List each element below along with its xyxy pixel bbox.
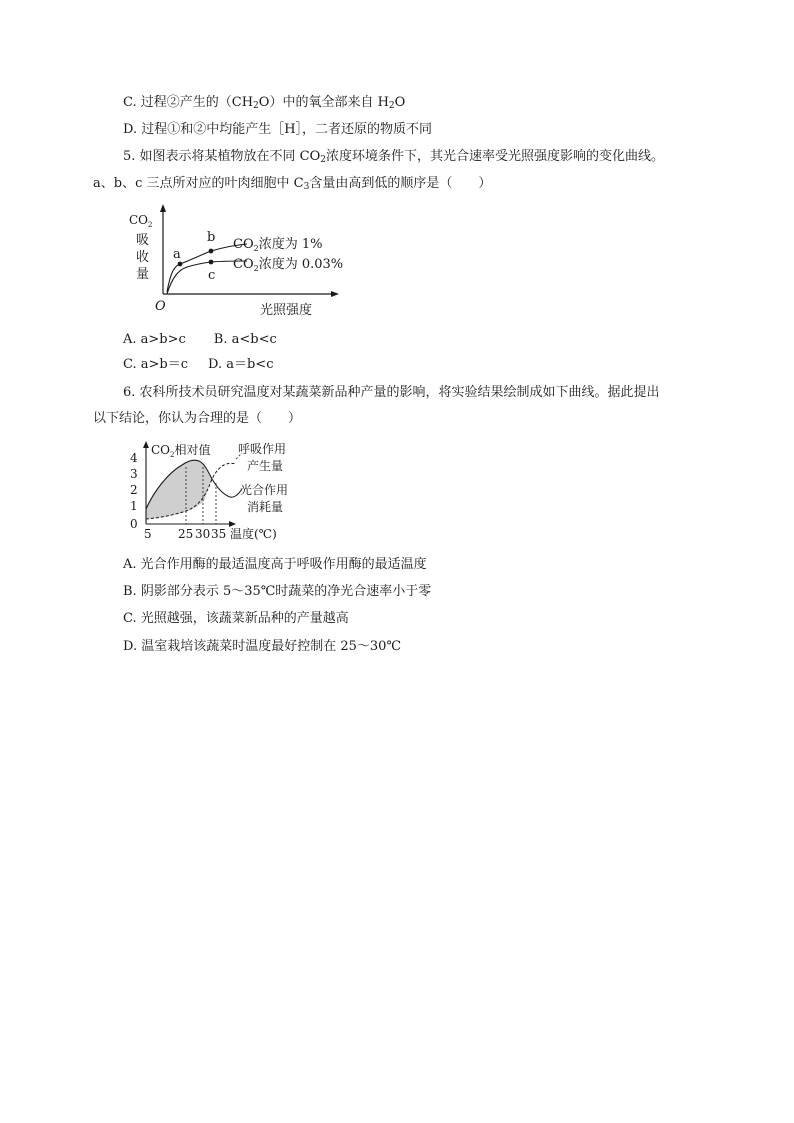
q5-point-b [209,249,214,254]
q6-stem-line1: 6. 农科所技术员研究温度对某蔬菜新品种产量的影响，将实验结果绘制成如下曲线。据此提出 [123,385,660,400]
q5-point-b-label: b [207,230,216,245]
q5-figure [125,200,365,325]
q5-origin-label: O [155,299,166,314]
q6-option-b: B. 阴影部分表示 5～35℃时蔬菜的净光合速率小于零 [123,584,432,599]
q6-y-tick-2: 2 [130,483,138,497]
q5-options-row1 [123,331,277,349]
q5-option-b: B. a<b<c [213,332,277,347]
q5-curve-label-2: $CO_2$浓度为 0.03% [233,257,344,273]
q6-label-photosynthesis-2: 消耗量 [247,500,284,514]
q6-x-tick-5: 5 [144,527,152,541]
q6-y-tick-1: 1 [130,499,138,513]
q5-x-label: 光照强度 [260,303,313,318]
q6-label-respiration-1: 呼吸作用 [238,442,287,456]
q5-options-row2 [123,356,273,374]
q6-x-tick-25: 25 [178,527,194,541]
q6-shaded-region [146,460,212,519]
q5-point-c-label: c [208,268,216,283]
q6-y-tick-3: 3 [130,467,138,481]
q5-stem-line2: a、b、c 三点所对应的叶肉细胞中 $C_3$含量由高到低的顺序是（ ） [93,176,492,192]
q5-y-label-char1: 吸 [136,233,150,248]
q6-option-a: A. 光合作用酶的最适温度高于呼吸作用酶的最适温度 [123,557,427,572]
q6-y-tick-0: 0 [130,517,138,531]
q6-figure [124,437,314,547]
q5-option-a: A. a>b>c [123,332,186,347]
q5-y-arrow [160,204,166,212]
q6-label-respiration-2: 产生量 [247,459,284,473]
q5-curve-label-1: $CO_2$浓度为 1% [233,237,323,253]
q5-y-label-char3: 量 [136,267,150,282]
q6-y-arrow [143,441,149,448]
q5-y-label-char2: 收 [136,250,150,265]
q6-label-photosynthesis-1: 光合作用 [240,483,289,497]
q6-x-tick-30: 30 [195,527,211,541]
q5-x-arrow [331,291,339,297]
q5-point-c [209,260,214,265]
q6-stem-line2: 以下结论，你认为合理的是（ ） [93,411,302,426]
q4-option-c: C. 过程②产生的$(CH_2O)$中的氧全部来自 $H_2O$ [123,95,406,111]
q6-x-tick-35: 35 [211,527,227,541]
q6-y-tick-4: 4 [130,451,138,465]
q4-option-d: D. 过程①和②中均能产生［H］，二者还原的物质不同 [123,122,433,137]
q5-option-c: C. a>b＝c [123,357,188,372]
q5-point-a-label: a [173,247,181,262]
q5-y-label-co2: $CO_2$ [129,213,153,229]
q6-option-c: C. 光照越强，该蔬菜新品种的产量越高 [123,611,349,626]
q5-stem-line1: 5. 如图表示将某植物放在不同 $CO_2$浓度环境条件下，其光合速率受光照强度影响的变化曲线。 [123,149,665,165]
q6-x-label: 温度(℃) [230,527,277,541]
q6-option-d: D. 温室栽培该蔬菜时温度最好控制在 25～30℃ [123,639,401,654]
q5-point-a [178,262,183,267]
q5-option-d: D. a＝b<c [208,357,274,372]
q6-y-label: $CO_2$相对值 [151,443,211,459]
